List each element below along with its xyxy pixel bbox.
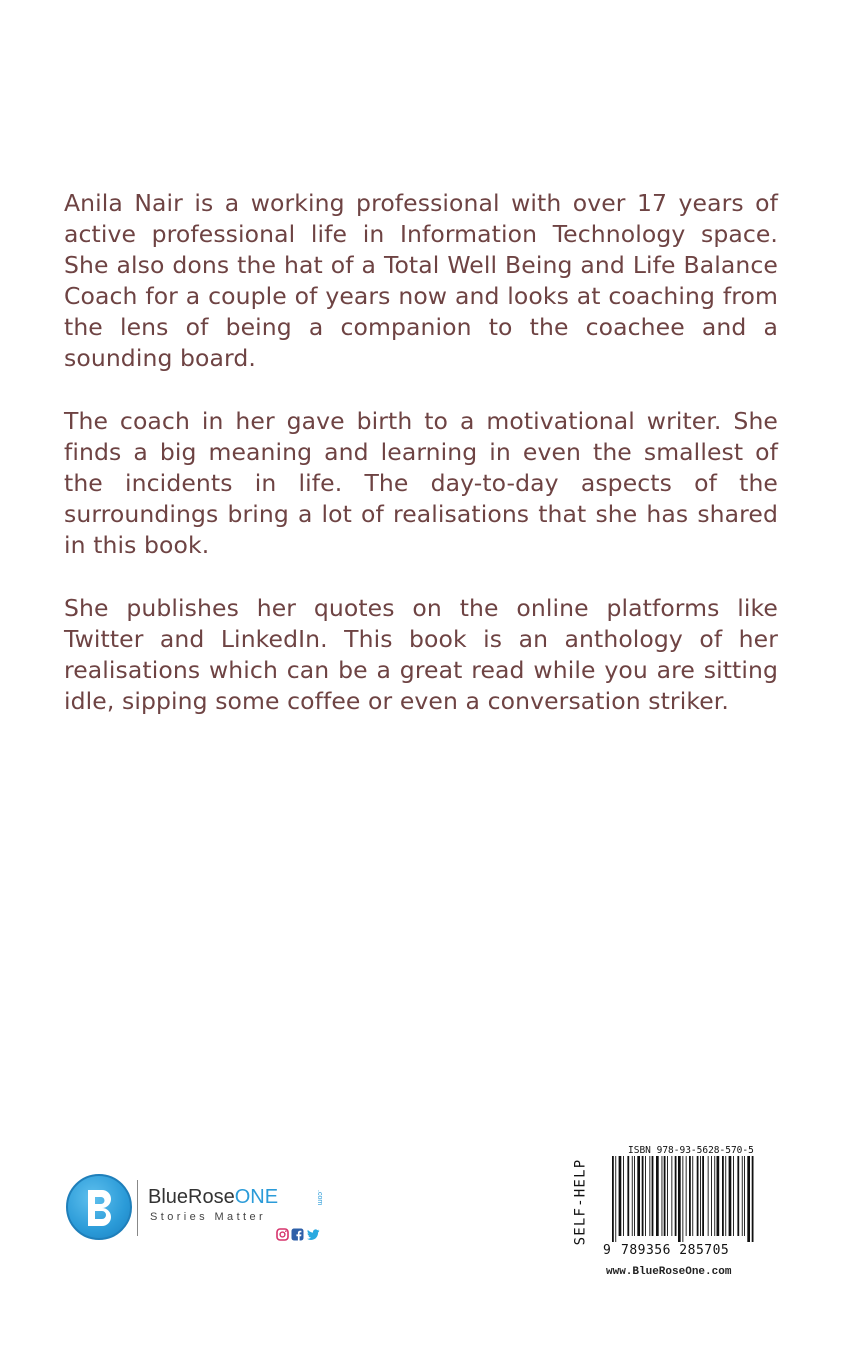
- twitter-icon: [307, 1228, 320, 1241]
- barcode-bar: [689, 1156, 691, 1236]
- barcode-bar: [664, 1156, 666, 1236]
- barcode-bar: [714, 1156, 715, 1236]
- bluerose-logo-icon: [66, 1174, 132, 1240]
- barcode-bar: [747, 1156, 750, 1242]
- instagram-icon: [276, 1228, 289, 1241]
- publisher-tagline: Stories Matter: [150, 1211, 267, 1223]
- genre-label: [566, 1150, 594, 1254]
- publisher-name-main: BlueRose: [148, 1186, 235, 1208]
- barcode-bar: [708, 1156, 709, 1236]
- barcode-bar: [656, 1156, 659, 1236]
- barcode-bar: [619, 1156, 622, 1236]
- barcode-bar: [627, 1156, 629, 1236]
- isbn-label: ISBN 978-93-5628-570-5: [628, 1145, 754, 1156]
- barcode-bar: [702, 1156, 704, 1236]
- barcode-digits: 789356 285705: [621, 1243, 730, 1258]
- barcode-bar: [737, 1156, 739, 1236]
- barcode-bar: [729, 1156, 732, 1236]
- publisher-name-accent: ONE: [234, 1186, 279, 1208]
- barcode-bar: [623, 1156, 624, 1236]
- author-bio-paragraph-2: The coach in her gave birth to a motivational writer. She finds a big meaning and learning in even the smallest of the incidents in life. The day-to-day aspects of the surroundings bring a lot of realisations that she has shared in this book.: [64, 407, 778, 559]
- barcode-bar: [667, 1156, 668, 1236]
- barcode-bar: [637, 1156, 640, 1236]
- barcode-bar: [632, 1156, 633, 1236]
- publisher-website: www.BlueRoseOne.com: [606, 1266, 732, 1278]
- barcode-bar: [612, 1156, 614, 1242]
- barcode-bar: [615, 1156, 616, 1242]
- barcode-bar: [697, 1156, 699, 1236]
- barcode-bar: [652, 1156, 654, 1236]
- barcode-bar: [744, 1156, 745, 1236]
- barcode-bar: [678, 1156, 681, 1242]
- barcode-bar: [649, 1156, 650, 1236]
- barcode-bar: [642, 1156, 644, 1236]
- genre-text: SELF-HELP: [572, 1158, 589, 1246]
- logo-divider: [137, 1180, 138, 1236]
- author-bio-paragraph-1: Anila Nair is a working professional with over 17 years of active professional life in Information Technology space. She also dons the hat of a Total Well Being and Life Balance Coach for a couple of years now and looks at coaching from the lens of being a companion to the coachee and a sounding board.: [64, 189, 778, 372]
- barcode-bar: [752, 1156, 754, 1242]
- barcode-bar: [686, 1156, 687, 1236]
- barcode-bar: [671, 1156, 672, 1236]
- publisher-name-suffix: .com: [316, 1190, 323, 1206]
- barcode-bar: [682, 1156, 683, 1242]
- barcode-bar: [675, 1156, 677, 1236]
- barcode-digit-first: 9: [603, 1243, 611, 1258]
- barcode-bar: [700, 1156, 701, 1236]
- barcode-bar: [662, 1156, 663, 1236]
- barcode-bar: [634, 1156, 635, 1236]
- facebook-icon: [291, 1228, 304, 1241]
- barcode-bar: [717, 1156, 720, 1236]
- barcode-bar: [645, 1156, 646, 1236]
- barcode-bar: [692, 1156, 693, 1236]
- book-description-paragraph: She publishes her quotes on the online platforms like Twitter and LinkedIn. This book is an anthology of her realisations which can be a great read while you are sitting idle, sipping some coffee or even a conversation striker.: [64, 594, 778, 715]
- publisher-name: [148, 1186, 278, 1209]
- barcode-bar: [711, 1156, 712, 1236]
- barcode-bar: [725, 1156, 726, 1236]
- barcode-bar: [742, 1156, 743, 1236]
- barcode: [610, 1156, 754, 1242]
- barcode-bar: [733, 1156, 734, 1236]
- barcode-bar: [722, 1156, 724, 1236]
